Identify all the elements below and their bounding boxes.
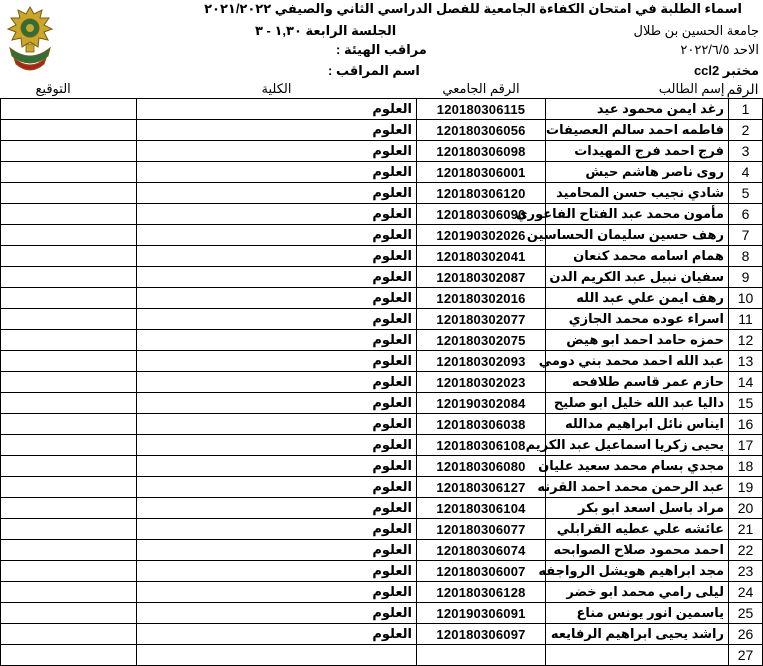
faculty-cell: العلوم [137,561,417,582]
table-row [1,330,763,351]
university-id-cell: 120190306091 [417,603,546,624]
faculty-cell: العلوم [137,204,417,225]
row-number-cell: 2 [729,120,763,141]
table-row [1,435,763,456]
table-row [1,393,763,414]
university-id-cell: 120180306007 [417,561,546,582]
student-name-cell: عائشه علي عطيه القرابلي [546,519,729,540]
university-id-cell: 120180302087 [417,267,546,288]
table-row [1,141,763,162]
faculty-cell: العلوم [137,330,417,351]
university-id-cell: 120180302077 [417,309,546,330]
row-number-cell: 12 [729,330,763,351]
faculty-cell: العلوم [137,288,417,309]
faculty-cell: العلوم [137,582,417,603]
exam-date: الاحد ٢٠٢٢/٦/٥ [680,42,759,57]
row-number-cell: 15 [729,393,763,414]
faculty-cell: العلوم [137,309,417,330]
row-number-cell: 7 [729,225,763,246]
university-id-cell: 120180302093 [417,351,546,372]
student-name-cell: حازم عمر قاسم طلافحه [546,372,729,393]
faculty-cell: العلوم [137,120,417,141]
university-id-cell: 120180306074 [417,540,546,561]
university-id-cell: 120180302041 [417,246,546,267]
row-number-cell: 1 [729,99,763,120]
university-id-cell: 120180306120 [417,183,546,204]
signature-cell [1,498,137,519]
table-row [1,99,763,120]
faculty-cell: العلوم [137,351,417,372]
student-roster-table [0,80,763,666]
student-name-cell: حمزه حامد احمد ابو هيض [546,330,729,351]
university-crest-logo [2,4,58,78]
university-id-cell: 120180306098 [417,141,546,162]
signature-cell [1,582,137,603]
faculty-cell: العلوم [137,414,417,435]
row-number-cell: 4 [729,162,763,183]
signature-cell [1,288,137,309]
table-row [1,498,763,519]
row-number-cell: 13 [729,351,763,372]
faculty-cell: العلوم [137,183,417,204]
table-row [1,288,763,309]
table-row [1,162,763,183]
signature-cell [1,162,137,183]
row-number-cell: 27 [729,645,763,666]
row-number-cell: 23 [729,561,763,582]
student-name-cell: اسراء عوده محمد الجازي [546,309,729,330]
faculty-cell: العلوم [137,99,417,120]
faculty-cell: العلوم [137,477,417,498]
row-number-cell: 25 [729,603,763,624]
university-id-cell: 120180306097 [417,624,546,645]
student-name-cell: مأمون محمد عبد الفتاح الفاعوري [546,204,729,225]
university-id-cell: 120180302075 [417,330,546,351]
student-name-cell: روى ناصر هاشم حيش [546,162,729,183]
student-name-cell: احمد محمود صلاح الصوابحه [546,540,729,561]
university-id-cell: 120180302023 [417,372,546,393]
row-number-cell: 18 [729,456,763,477]
student-name-cell: عبد الله احمد محمد بني دومي [546,351,729,372]
university-id-cell: 120180306127 [417,477,546,498]
row-number-cell: 21 [729,519,763,540]
table-row [1,183,763,204]
university-id-cell: 120180306080 [417,456,546,477]
faculty-cell: العلوم [137,624,417,645]
row-number-cell: 14 [729,372,763,393]
table-row [1,309,763,330]
faculty-cell: العلوم [137,246,417,267]
page-header [0,0,763,80]
table-row [1,477,763,498]
signature-cell [1,456,137,477]
faculty-cell: العلوم [137,435,417,456]
student-name-cell: سفيان نبيل عبد الكريم الدن [546,267,729,288]
signature-cell [1,351,137,372]
university-id-cell: 120180306038 [417,414,546,435]
student-name-cell: رهف ايمن علي عبد الله [546,288,729,309]
university-id-cell: 120180306077 [417,519,546,540]
row-number-cell: 26 [729,624,763,645]
row-number-cell: 9 [729,267,763,288]
signature-cell [1,624,137,645]
university-id-cell: 120180306056 [417,120,546,141]
row-number-cell: 10 [729,288,763,309]
table-row [1,540,763,561]
student-name-cell: داليا عبد الله خليل ابو صليح [546,393,729,414]
student-name-cell: ايناس نائل ابراهيم مدالله [546,414,729,435]
signature-cell [1,246,137,267]
row-number-cell: 3 [729,141,763,162]
session-label: الجلسة الرابعة ١,٣٠ - ٣ [255,23,397,38]
university-id-cell: 120180306001 [417,162,546,183]
table-row [1,582,763,603]
table-row [1,414,763,435]
student-name-cell: فرج احمد فرج المهيدات [546,141,729,162]
row-number-cell: 20 [729,498,763,519]
student-name-cell: ياسمين انور يونس مناع [546,603,729,624]
signature-cell [1,561,137,582]
signature-cell [1,267,137,288]
student-name-cell: رهف حسين سليمان الحساسين [546,225,729,246]
table-row [1,267,763,288]
document-title: اسماء الطلبة في امتحان الكفاءة الجامعية للفصل الدراسي الثاني والصيفي ٢٠٢١/٢٠٢٢ [204,1,742,16]
university-id-cell: 120180306108 [417,435,546,456]
table-header-row [1,80,763,99]
faculty-cell: العلوم [137,225,417,246]
table-row [1,603,763,624]
student-name-cell: رغد ايمن محمود عيد [546,99,729,120]
university-id-cell: 120180306128 [417,582,546,603]
signature-cell [1,372,137,393]
student-name-cell: مجد ابراهيم هويشل الرواجفه [546,561,729,582]
table-row [1,225,763,246]
row-number-cell: 8 [729,246,763,267]
faculty-cell: العلوم [137,498,417,519]
signature-cell [1,141,137,162]
lab-name: مختبر ccl2 [693,63,759,78]
table-row [1,624,763,645]
faculty-cell [137,645,417,666]
faculty-cell: العلوم [137,267,417,288]
faculty-cell: العلوم [137,603,417,624]
university-id-cell: 120190302084 [417,393,546,414]
faculty-cell: العلوم [137,141,417,162]
student-name-cell: يحيى زكريا اسماعيل عبد الكريم [546,435,729,456]
row-number-cell: 19 [729,477,763,498]
column-header-student-name: إسم الطالب [658,81,725,96]
table-row [1,120,763,141]
signature-cell [1,519,137,540]
student-name-cell: عبد الرحمن محمد احمد القرنه [546,477,729,498]
column-header-university-id: الرقم الجامعي [442,81,520,96]
university-id-cell: 120190302026 [417,225,546,246]
university-name: جامعة الحسين بن طلال [633,23,759,38]
table-row [1,456,763,477]
invigilator-name-label: اسم المراقب : [328,63,420,78]
row-number-cell: 6 [729,204,763,225]
signature-cell [1,477,137,498]
signature-cell [1,183,137,204]
student-name-cell: ليلى رامي محمد ابو خضر [546,582,729,603]
table-row [1,372,763,393]
signature-cell [1,603,137,624]
row-number-cell: 5 [729,183,763,204]
row-number-cell: 17 [729,435,763,456]
faculty-cell: العلوم [137,393,417,414]
table-row [1,351,763,372]
table-row [1,246,763,267]
faculty-cell: العلوم [137,162,417,183]
student-name-cell: مراد باسل اسعد ابو بكر [546,498,729,519]
signature-cell [1,204,137,225]
row-number-cell: 22 [729,540,763,561]
signature-cell [1,225,137,246]
row-number-cell: 11 [729,309,763,330]
signature-cell [1,120,137,141]
table-row [1,204,763,225]
student-name-cell: همام اسامه محمد كنعان [546,246,729,267]
column-header-faculty: الكلية [261,81,292,96]
signature-cell [1,645,137,666]
university-id-cell [417,645,546,666]
row-number-cell: 16 [729,414,763,435]
university-id-cell: 120180306115 [417,99,546,120]
student-name-cell: شادي نجيب حسن المحاميد [546,183,729,204]
university-id-cell: 120180302016 [417,288,546,309]
signature-cell [1,393,137,414]
signature-cell [1,99,137,120]
university-id-cell: 120180306104 [417,498,546,519]
faculty-cell: العلوم [137,540,417,561]
column-header-number: الرقم [726,80,759,97]
table-row [1,645,763,666]
student-name-cell: راشد يحيى ابراهيم الرفايعه [546,624,729,645]
student-name-cell [546,645,729,666]
faculty-cell: العلوم [137,519,417,540]
signature-cell [1,309,137,330]
university-id-cell: 120180306090 [417,204,546,225]
faculty-cell: العلوم [137,456,417,477]
table-row [1,519,763,540]
faculty-cell: العلوم [137,372,417,393]
table-row [1,561,763,582]
roster-body [1,99,763,666]
column-header-signature: التوقيع [35,81,71,96]
signature-cell [1,414,137,435]
signature-cell [1,330,137,351]
committee-supervisor-label: مراقب الهيئة : [336,42,427,57]
signature-cell [1,435,137,456]
student-name-cell: مجدي بسام محمد سعيد عليان [546,456,729,477]
signature-cell [1,540,137,561]
student-name-cell: فاطمه احمد سالم العصيفات [546,120,729,141]
row-number-cell: 24 [729,582,763,603]
